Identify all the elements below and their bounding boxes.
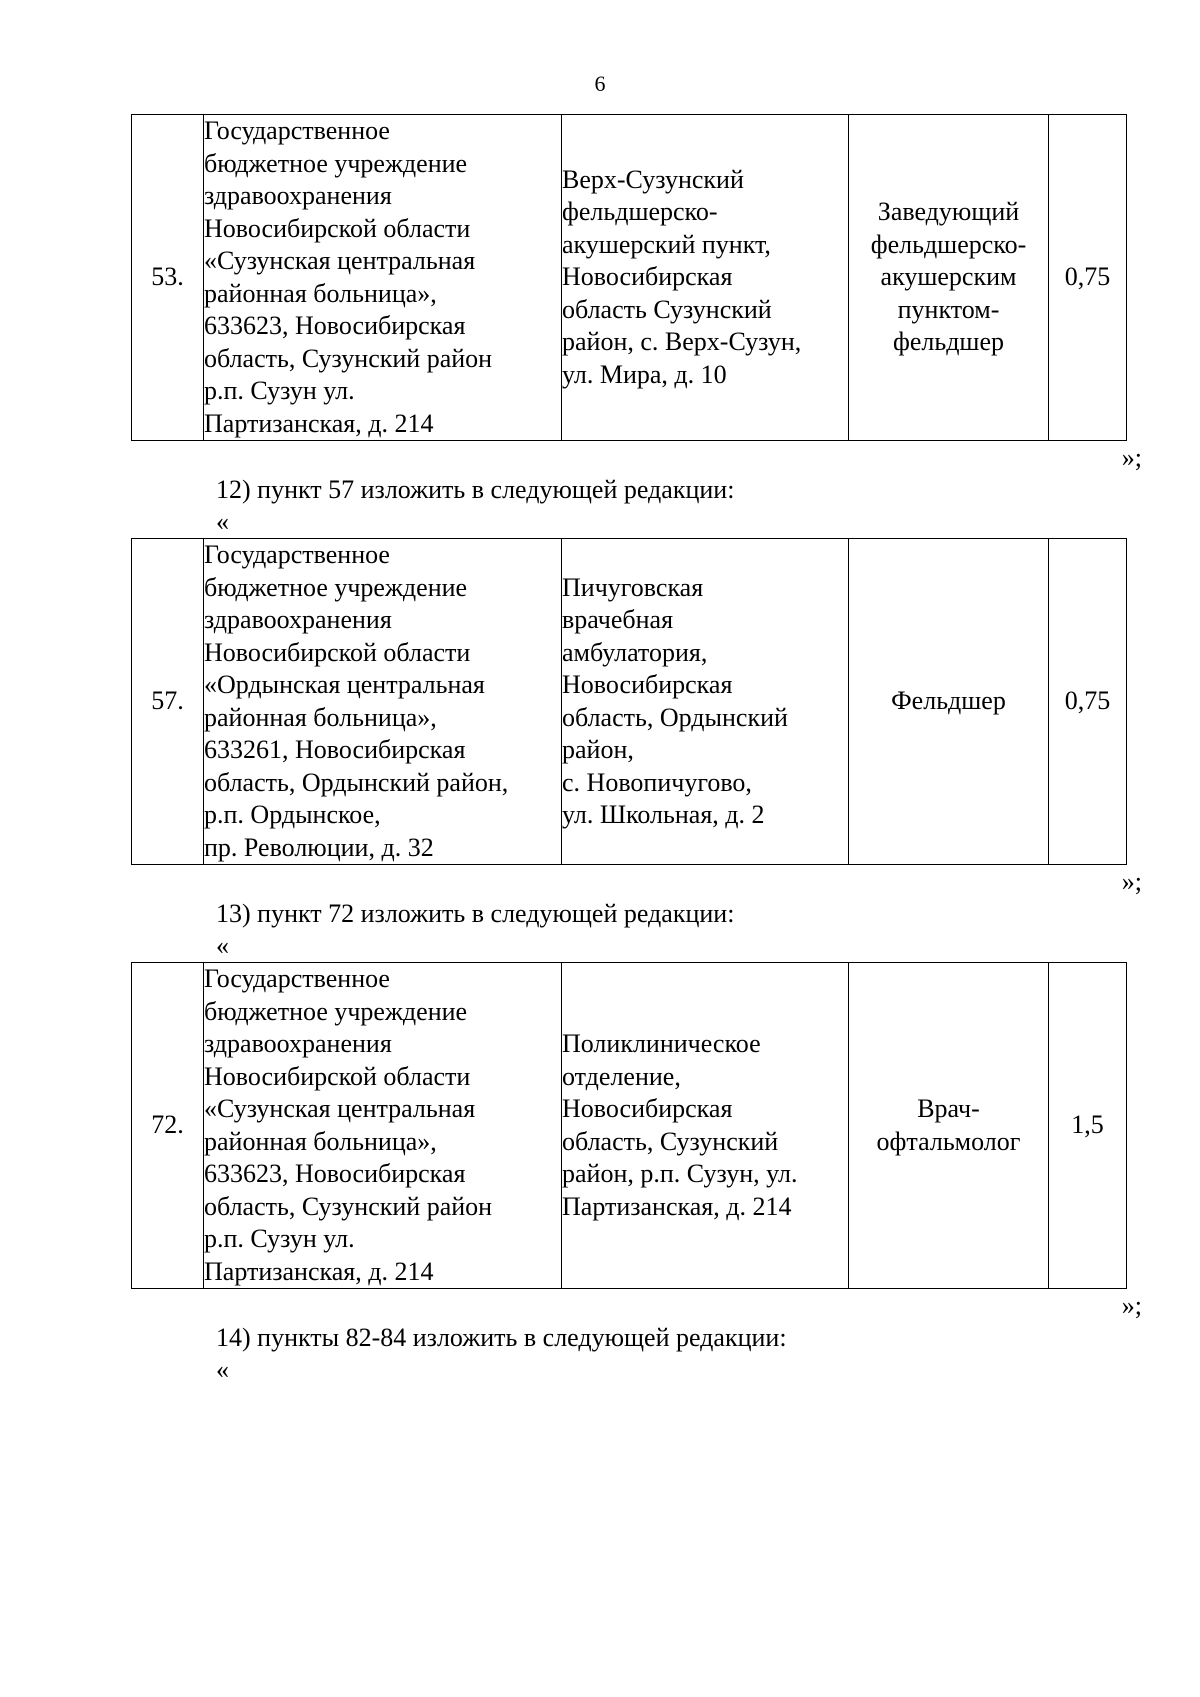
opening-quote: «	[216, 507, 229, 536]
closing-quote: »;	[1121, 1291, 1142, 1320]
opening-quote: «	[216, 931, 229, 960]
organization-cell: Государственное бюджетное учреждение здравоохранения Новосибирской области «Сузунская центральная районная больница», 633623, Новосибирская область, Сузунский район р.п. Сузун ул. Партизанская, д. 214	[204, 115, 562, 441]
entry-table-57	[131, 538, 1127, 865]
location-cell: Поликлиническое отделение, Новосибирская область, Сузунский район, р.п. Сузун, ул. Партизанская, д. 214	[562, 963, 849, 1289]
organization-cell: Государственное бюджетное учреждение здравоохранения Новосибирской области «Сузунская центральная районная больница», 633623, Новосибирская область, Сузунский район р.п. Сузун ул. Партизанская, д. 214	[204, 963, 562, 1289]
closing-quote: »;	[1121, 867, 1142, 896]
table-row	[132, 539, 1127, 865]
instruction-text: 14) пункты 82-84 изложить в следующей редакции:	[216, 1323, 787, 1352]
organization-cell: Государственное бюджетное учреждение здравоохранения Новосибирской области «Ордынская центральная районная больница», 633261, Новосибирская область, Ордынский район, р.п. Ордынское, пр. Революции, д. 32	[204, 539, 562, 865]
position-cell: Фельдшер	[849, 539, 1049, 865]
position-cell: Заведующий фельдшерско- акушерским пунктом- фельдшер	[849, 115, 1049, 441]
table-row	[132, 963, 1127, 1289]
rate-cell: 0,75	[1049, 115, 1127, 441]
instruction-text: 13) пункт 72 изложить в следующей редакции:	[216, 899, 735, 928]
row-number: 72.	[132, 963, 204, 1289]
row-number: 57.	[132, 539, 204, 865]
rate-cell: 1,5	[1049, 963, 1127, 1289]
location-cell: Верх-Сузунский фельдшерско- акушерский пункт, Новосибирская область Сузунский район, с. Верх-Сузун, ул. Мира, д. 10	[562, 115, 849, 441]
location-cell: Пичуговская врачебная амбулатория, Новосибирская область, Ордынский район, с. Новопичугово, ул. Школьная, д. 2	[562, 539, 849, 865]
opening-quote: «	[216, 1355, 229, 1384]
row-number: 53.	[132, 115, 204, 441]
table-row	[132, 115, 1127, 441]
entry-table-72	[131, 962, 1127, 1289]
page-number: 6	[594, 71, 606, 96]
rate-cell: 0,75	[1049, 539, 1127, 865]
instruction-text: 12) пункт 57 изложить в следующей редакции:	[216, 475, 735, 504]
closing-quote: »;	[1121, 443, 1142, 472]
entry-table-53	[131, 114, 1127, 441]
position-cell: Врач- офтальмолог	[849, 963, 1049, 1289]
